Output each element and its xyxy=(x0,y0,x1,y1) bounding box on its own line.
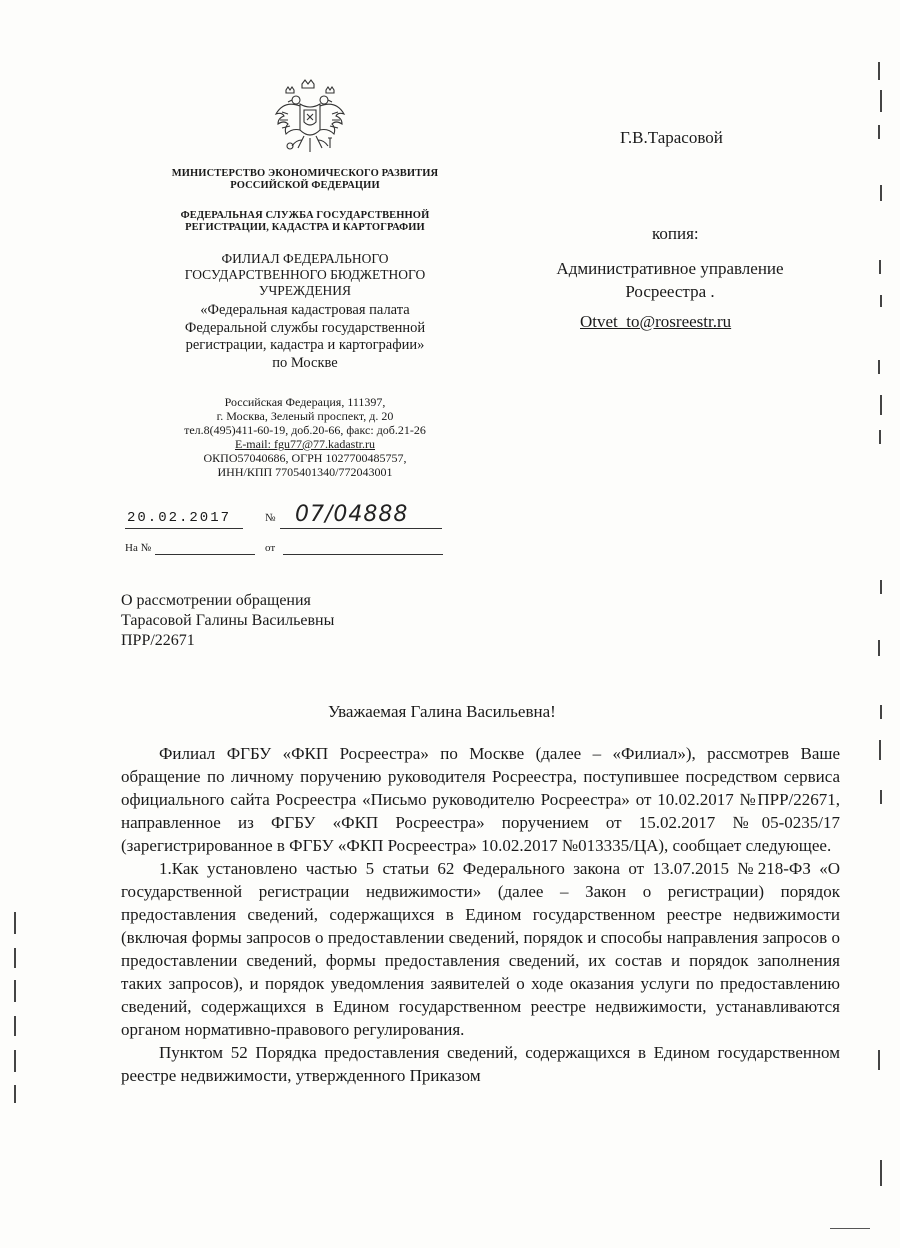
scan-artifact xyxy=(880,395,882,415)
subject-line-3: ПРР/22671 xyxy=(121,632,195,649)
number-underline xyxy=(280,528,442,529)
branch-name xyxy=(150,302,460,372)
branch-name-line-4: по Москве xyxy=(272,354,338,371)
subject-block xyxy=(121,591,334,651)
branch-caps-line-3: УЧРЕЖДЕНИЯ xyxy=(258,283,352,298)
letter-date: 20.02.2017 xyxy=(127,510,232,526)
scan-artifact xyxy=(880,90,882,112)
ot-underline xyxy=(283,554,443,555)
branch-caps-line-1: ФИЛИАЛ ФЕДЕРАЛЬНОГО xyxy=(221,251,389,266)
scan-artifact xyxy=(878,1050,880,1070)
address-line-6: ИНН/КПП 7705401340/772043001 xyxy=(217,465,393,479)
scan-artifact xyxy=(880,705,882,719)
scan-artifact xyxy=(880,185,882,201)
coat-of-arms-icon xyxy=(272,78,348,158)
body-paragraph-3: Пунктом 52 Порядка предоставления сведений, содержащихся в Едином государственном реестре недвижимости, утвержденного Приказом xyxy=(121,1043,840,1085)
ministry-header xyxy=(150,168,460,192)
letter-number: 07/04888 xyxy=(295,502,409,527)
scan-artifact xyxy=(880,580,882,594)
copy-org-line-1: Административное управление xyxy=(556,259,784,278)
branch-name-line-1: «Федеральная кадастровая палата xyxy=(200,302,410,318)
scan-artifact xyxy=(880,1160,882,1186)
scan-artifact xyxy=(878,640,880,656)
address-block xyxy=(150,395,460,479)
scan-artifact xyxy=(14,980,16,1002)
ministry-line-1: МИНИСТЕРСТВО ЭКОНОМИЧЕСКОГО РАЗВИТИЯ xyxy=(171,168,439,179)
address-email[interactable]: E-mail: fgu77@77.kadastr.ru xyxy=(234,437,376,451)
branch-name-line-2: Федеральной службы государственной xyxy=(184,319,426,336)
copy-label: копия: xyxy=(652,224,699,243)
subject-line-1: О рассмотрении обращения xyxy=(121,592,311,609)
branch-header-caps xyxy=(150,251,460,299)
copy-org-line-2: Росреестра . xyxy=(625,282,715,301)
greeting: Уважаемая Галина Васильевна! xyxy=(328,702,556,721)
scan-artifact xyxy=(878,62,880,80)
address-line-3: тел.8(495)411-60-19, доб.20-66, факс: доб.21-26 xyxy=(184,423,426,437)
date-number-line xyxy=(125,502,445,532)
na-label: На № xyxy=(125,542,152,554)
number-label: № xyxy=(265,512,276,524)
copy-organization xyxy=(520,257,820,303)
recipient-name: Г.В.Тарасовой xyxy=(620,128,723,147)
body-paragraph-2: 1.Как установлено частью 5 статьи 62 Федерального закона от 13.07.2015 №218-ФЗ «О государственной регистрации недвижимости» (далее – Закон о регистрации) порядок предоставления сведений, содержащихся в Едином государственном реестре недвижимости (включая формы запросов о предоставлении сведений, порядок и способы направления запросов о предоставлении сведений, формы предоставления сведений, их состав и порядок заполнения таких запросов), и порядок уведомления заявителей о ходе оказания услуги по предоставлению сведений, содержащихся в Едином государственном реестре недвижимости, устанавливаются органом нормативно-правового регулирования. xyxy=(121,859,840,1039)
address-line-1: Российская Федерация, 111397, xyxy=(224,395,386,409)
scan-artifact xyxy=(878,360,880,374)
scan-artifact xyxy=(830,1228,870,1229)
scan-artifact xyxy=(880,295,882,307)
service-header xyxy=(150,210,460,234)
ot-label: от xyxy=(265,542,276,554)
subject-line-2: Тарасовой Галины Васильевны xyxy=(121,612,335,629)
scan-artifact xyxy=(14,1016,16,1036)
scan-artifact xyxy=(14,948,16,968)
letter-body xyxy=(121,742,840,1087)
scan-artifact xyxy=(878,125,880,139)
scan-artifact xyxy=(880,790,882,804)
na-underline xyxy=(155,554,255,555)
ministry-line-2: РОССИЙСКОЙ ФЕДЕРАЦИИ xyxy=(230,180,380,191)
branch-name-line-3: регистрации, кадастра и картографии» xyxy=(185,337,425,353)
branch-caps-line-2: ГОСУДАРСТВЕННОГО БЮДЖЕТНОГО xyxy=(184,267,426,282)
scan-artifact xyxy=(14,1050,16,1072)
address-line-2: г. Москва, Зеленый проспект, д. 20 xyxy=(216,409,394,423)
copy-email-link[interactable]: Otvet_to@rosreestr.ru xyxy=(580,312,732,331)
scan-artifact xyxy=(879,740,881,760)
scan-artifact xyxy=(14,1085,16,1103)
date-underline xyxy=(125,528,243,529)
scan-artifact xyxy=(879,260,881,274)
reference-line xyxy=(125,542,445,558)
scan-artifact xyxy=(14,912,16,934)
address-line-5: ОКПО57040686, ОГРН 1027700485757, xyxy=(203,451,407,465)
scan-artifact xyxy=(879,430,881,444)
body-paragraph-1: Филиал ФГБУ «ФКП Росреестра» по Москве (далее – «Филиал»), рассмотрев Ваше обращение по личному поручению руководителя Росреестра, поступившее посредством сервиса официального сайта Росреестра «Письмо руководителю Росреестра» от 10.02.2017 №ПРР/22671, направленное из ФГБУ «ФКП Росреестра» поручением от 15.02.2017 №05-0235/17 (зарегистрированное в ФГБУ «ФКП Росреестра» 10.02.2017 №013335/ЦА), сообщает следующее. xyxy=(121,744,840,855)
service-line-2: РЕГИСТРАЦИИ, КАДАСТРА И КАРТОГРАФИИ xyxy=(185,222,425,233)
service-line-1: ФЕДЕРАЛЬНАЯ СЛУЖБА ГОСУДАРСТВЕННОЙ xyxy=(180,210,430,221)
